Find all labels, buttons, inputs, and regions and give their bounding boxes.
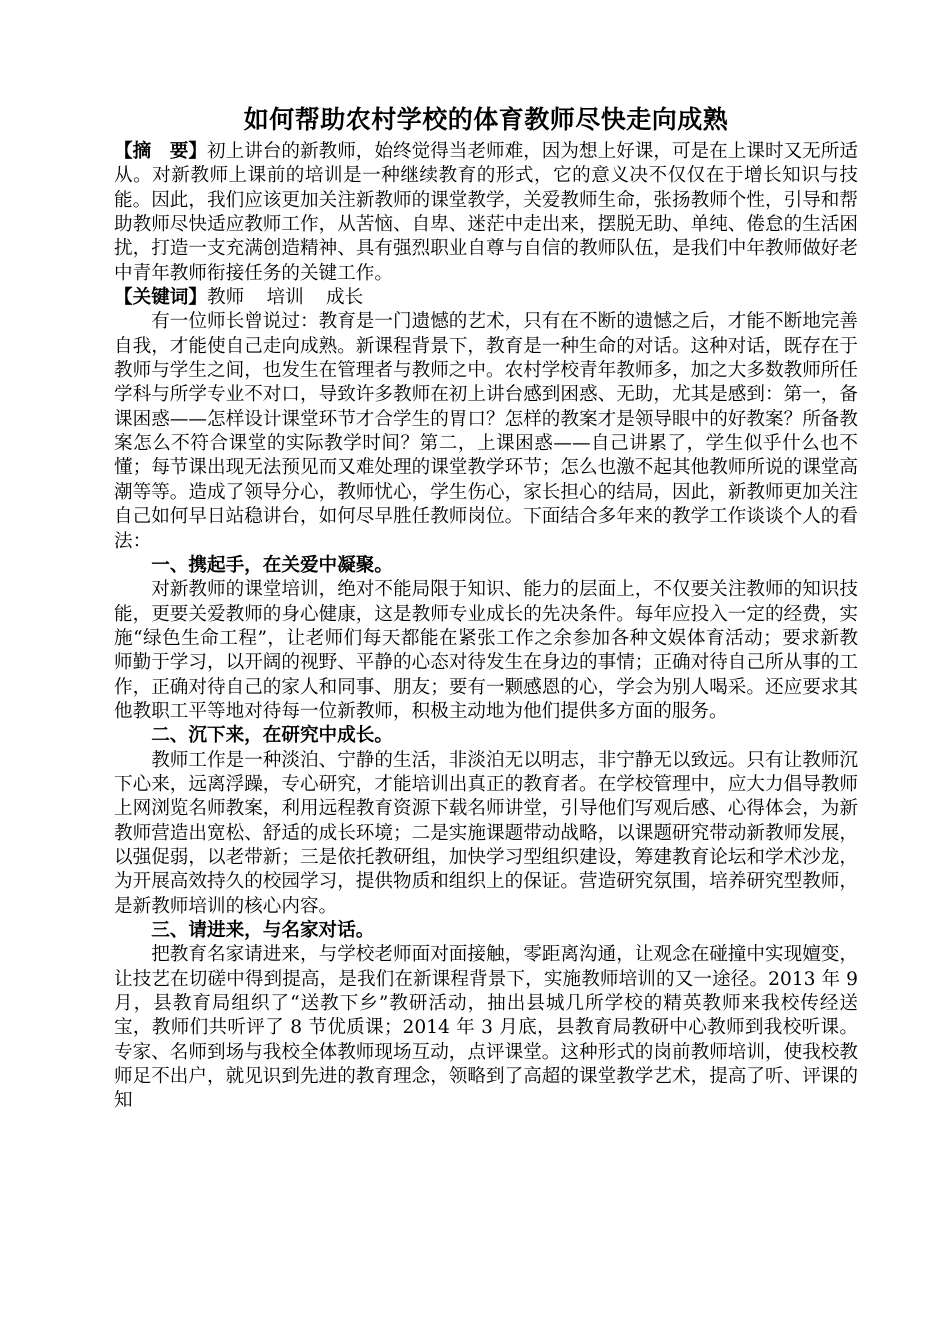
keywords-paragraph xyxy=(114,286,858,310)
section-heading-2: 二、沉下来，在研究中成长。 xyxy=(151,725,393,747)
keywords-label: 【关键词】 xyxy=(114,287,207,309)
section-paragraph-2: 教师工作是一种淡泊、宁静的生活，非淡泊无以明志，非宁静无以致远。只有让教师沉下心来，远离浮躁，专心研究，才能培训出真正的教育者。在学校管理中，应大力倡导教师上网浏览名师教案，利用远程教育资源下载名师讲堂，引导他们写观后感、心得体会，为新教师营造出宽松、舒适的成长环境；二是实施课题带动战略，以课题研究带动新教师发展，以强促弱，以老带新；三是依托教研组，加快学习型组织建设，筹建教育论坛和学术沙龙，为开展高效持久的校园学习，提供物质和组织上的保证。营造研究氛围，培养研究型教师，是新教师培训的核心内容。 xyxy=(114,749,858,917)
intro-paragraph: 有一位师长曾说过：教育是一门遗憾的艺术，只有在不断的遗憾之后，才能不断地完善自我，才能使自己走向成熟。新课程背景下，教育是一种生命的对话。这种对话，既存在于教师与学生之间，也发生在管理者与教师之中。农村学校青年教师多，加之大多数教师所任学科与所学专业不对口，导致许多教师在初上讲台感到困惑、无助，尤其是感到：第一，备课困惑——怎样设计课堂环节才合学生的胃口？怎样的教案才是领导眼中的好教案？所备教案怎么不符合课堂的实际教学时间？第二，上课困惑——自己讲累了，学生似乎什么也不懂；每节课出现无法预见而又难处理的课堂教学环节；怎么也激不起其他教师所说的课堂高潮等等。造成了领导分心，教师忧心，学生伤心，家长担心的结局，因此，新教师更加关注自己如何早日站稳讲台，如何尽早胜任教师岗位。下面结合多年来的教学工作谈谈个人的看法： xyxy=(114,311,858,552)
section-paragraph-3: 把教育名家请进来，与学校老师面对面接触，零距离沟通，让观念在碰撞中实现嬗变，让技艺在切磋中得到提高，是我们在新课程背景下，实施教师培训的又一途径。2013 年 9 月，县教育局组织了“送教下乡”教研活动，抽出县城几所学校的精英教师来我校传经送宝，教师们共听评了 8 节优质课；2014 年 3 月底，县教育局教研中心教师到我校听课。专家、名师到场与我校全体教师现场互动，点评课堂。这种形式的岗前教师培训，使我校教师足不出户，就见识到先进的教育理念，领略到了高超的课堂教学艺术，提高了听、评课的知 xyxy=(114,944,858,1112)
section-heading-1: 一、携起手，在关爱中凝聚。 xyxy=(151,554,393,576)
document-title: 如何帮助农村学校的体育教师尽快走向成熟 xyxy=(243,105,729,134)
keyword-item: 教师 xyxy=(206,287,245,309)
keyword-item: 成长 xyxy=(326,287,364,309)
section-heading-3: 三、请进来，与名家对话。 xyxy=(151,920,375,941)
abstract-text: 初上讲台的新教师，始终觉得当老师难，因为想上好课，可是在上课时又无所适从。对新教师上课前的培训是一种继续教育的形式，它的意义决不仅仅在于增长知识与技能。因此，我们应该更加关注新教师的课堂教学，关爱教师生命，张扬教师个性，引导和帮助教师尽快适应教师工作，从苦恼、自卑、迷茫中走出来，摆脱无助、单纯、倦怠的生活困扰，打造一支充满创造精神、具有强烈职业自尊与自信的教师队伍，是我们中年教师做好老中青年教师衔接任务的关键工作。 xyxy=(114,141,858,284)
document-page xyxy=(114,100,858,1114)
abstract-paragraph xyxy=(114,140,858,286)
section-paragraph-1: 对新教师的课堂培训，绝对不能局限于知识、能力的层面上，不仅要关注教师的知识技能，更要关爱教师的身心健康，这是教师专业成长的先决条件。每年应投入一定的经费，实施“绿色生命工程”，让老师们每天都能在紧张工作之余参加各种文娱体育活动；要求新教师勤于学习，以开阔的视野、平静的心态对待发生在身边的事情；正确对待自己所从事的工作，正确对待自己的家人和同事、朋友；要有一颗感恩的心，学会为别人喝采。还应要求其他教职工平等地对待每一位新教师，积极主动地为他们提供多方面的服务。 xyxy=(114,579,858,722)
abstract-label: 【摘 要】 xyxy=(114,141,207,162)
keyword-item: 培训 xyxy=(266,287,304,309)
